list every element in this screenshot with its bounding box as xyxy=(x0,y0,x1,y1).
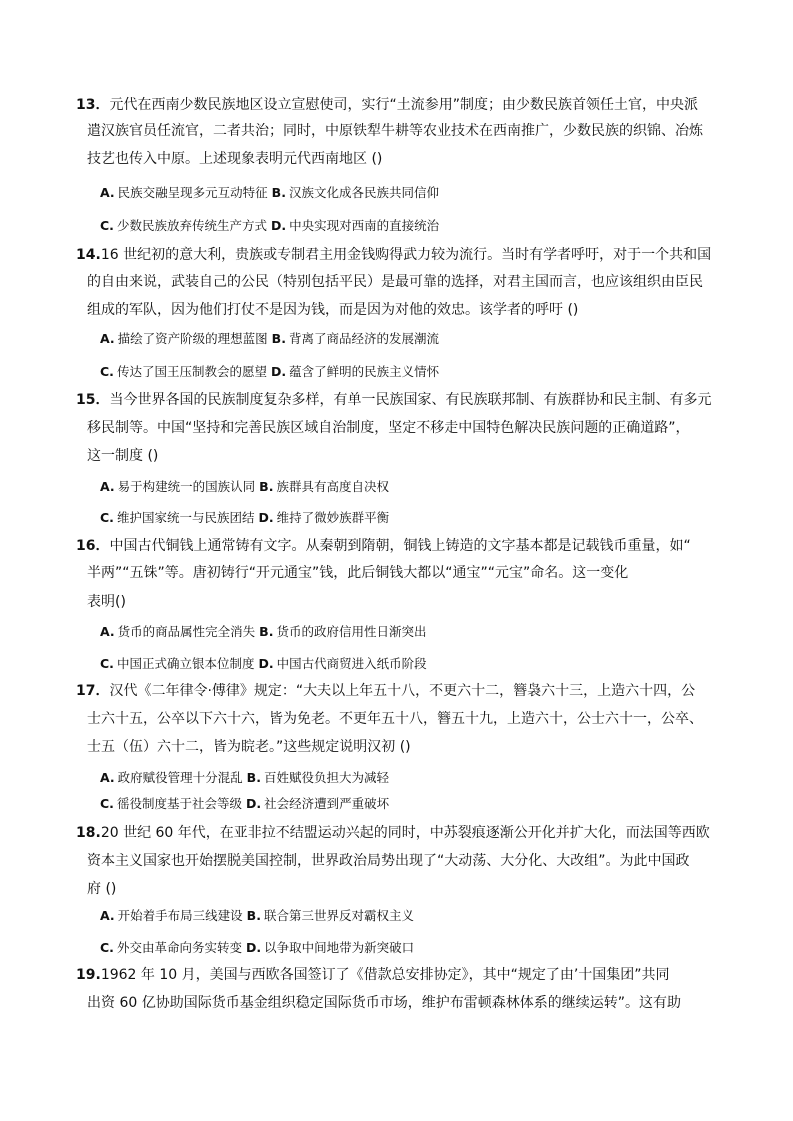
options-row xyxy=(100,623,426,641)
option-label: C. xyxy=(100,796,114,811)
options-row xyxy=(100,769,389,787)
option-text: 易于构建统一的国族认同 xyxy=(117,479,256,494)
question-first-line xyxy=(76,682,695,700)
option-text: 少数民族放弃传统生产方式 xyxy=(116,218,267,233)
option-text: 外交由革命向务实转变 xyxy=(116,940,242,955)
question-stem-text: 府 () xyxy=(87,881,117,897)
question-stem-text: 的自由来说，武装自己的公民（特别包括平民）是最可靠的选择，对君主国而言，也应该组织由臣民 xyxy=(87,274,703,290)
option-text: 社会经济遭到严重破坏 xyxy=(264,796,390,811)
option-label: B. xyxy=(259,624,274,639)
question-number: 13． xyxy=(76,97,110,113)
option-text: 背离了商品经济的发展潮流 xyxy=(288,331,439,346)
question-stem-text: 遣汉族官员任流官，二者共治；同时，中原铁犁牛耕等农业技术在西南推广，少数民族的织锦、冶炼 xyxy=(87,123,703,139)
option-text: 开始着手布局三线建设 xyxy=(117,908,243,923)
option-label: D. xyxy=(270,364,287,379)
question-first-line xyxy=(76,966,670,984)
option-label: B. xyxy=(259,479,274,494)
option-label: D. xyxy=(245,940,262,955)
options-row xyxy=(100,363,439,381)
option-label: B. xyxy=(246,908,261,923)
option-label: D. xyxy=(270,218,287,233)
option-text: 中央实现对西南的直接统治 xyxy=(289,218,440,233)
question-stem-text: 当今世界各国的民族制度复杂多样，有单一民族国家、有民族联邦制、有族群协和民主制、有多元 xyxy=(109,392,712,408)
question-stem-text: 士六十五，公卒以下六十六，皆为免老。不更年五十八，簪五十九，上造六十，公士六十一，公卒、 xyxy=(87,711,703,727)
option-label: B. xyxy=(271,185,286,200)
question-number: 19. xyxy=(76,967,101,983)
question-stem-text: 汉代《二年律令·傅律》规定：“大夫以上年五十八，不更六十二，簪袅六十三，上造六十四，公 xyxy=(109,683,696,699)
options-row xyxy=(100,939,414,957)
option-label: D. xyxy=(258,656,274,671)
question-stem-text: 出资 60 亿协助国际货币基金组织稳定国际货币市场，维护布雷顿森林体系的继续运转”。这有助 xyxy=(87,995,681,1011)
question-first-line xyxy=(76,391,711,409)
question-number: 14. xyxy=(76,247,101,263)
option-text: 政府赋役管理十分混乱 xyxy=(117,770,243,785)
question-stem-text: 这一制度 () xyxy=(87,448,159,464)
option-text: 中国古代商贸进入纸币阶段 xyxy=(276,656,427,671)
option-text: 维持了微妙族群平衡 xyxy=(276,510,390,525)
question-first-line xyxy=(76,246,711,264)
option-label: A. xyxy=(100,479,115,494)
option-text: 传达了国王压制教会的愿望 xyxy=(116,364,267,379)
question-first-line xyxy=(76,824,710,842)
option-text: 以争取中间地带为新突破口 xyxy=(264,940,415,955)
question-number: 18. xyxy=(76,825,101,841)
option-text: 汉族文化成各民族共同信仰 xyxy=(288,185,439,200)
option-label: A. xyxy=(100,770,115,785)
question-first-line xyxy=(76,96,698,114)
option-label: D. xyxy=(245,796,262,811)
options-row xyxy=(100,795,389,813)
question-number: 16． xyxy=(76,538,110,554)
option-label: D. xyxy=(258,510,274,525)
options-row xyxy=(100,907,414,925)
option-label: C. xyxy=(100,940,114,955)
question-stem-text: 半两”“五铢”等。唐初铸行“开元通宝”钱，此后铜钱大都以“通宝”“元宝”命名。这一变化 xyxy=(87,565,629,581)
options-row xyxy=(100,655,427,673)
question-stem-text: 组成的军队，因为他们打仗不是因为钱，而是因为对他的效忠。该学者的呼吁 () xyxy=(87,302,579,318)
option-text: 族群具有高度自决权 xyxy=(276,479,389,494)
option-label: A. xyxy=(100,908,115,923)
option-text: 中国正式确立银本位制度 xyxy=(116,656,255,671)
question-stem-text: 16 世纪初的意大利，贵族或专制君主用金钱购得武力较为流行。当时有学者呼吁，对于一个共和国 xyxy=(100,247,712,263)
option-label: C. xyxy=(100,364,114,379)
question-number: 15． xyxy=(76,392,110,408)
question-stem-text: 资本主义国家也开始摆脱美国控制，世界政治局势出现了“大动荡、大分化、大改组”。为此中国政 xyxy=(87,853,690,869)
option-label: A. xyxy=(100,331,115,346)
question-stem-text: 技艺也传入中原。上述现象表明元代西南地区 () xyxy=(87,151,383,167)
option-label: B. xyxy=(246,770,261,785)
question-number: 17． xyxy=(76,683,110,699)
option-text: 徭役制度基于社会等级 xyxy=(116,796,242,811)
option-label: A. xyxy=(100,624,115,639)
question-stem-text: 1962 年 10 月，美国与西欧各国签订了《借款总安排协定》，其中“规定了由’十国集团”共同 xyxy=(100,967,670,983)
question-first-line xyxy=(76,537,691,555)
option-label: A. xyxy=(100,185,115,200)
option-text: 货币的商品属性完全消失 xyxy=(117,624,256,639)
option-text: 联合第三世界反对霸权主义 xyxy=(263,908,414,923)
option-label: B. xyxy=(271,331,286,346)
option-label: C. xyxy=(100,656,114,671)
question-stem-text: 表明() xyxy=(87,594,126,610)
options-row xyxy=(100,478,389,496)
options-row xyxy=(100,509,389,527)
option-text: 民族交融呈现多元互动特征 xyxy=(117,185,268,200)
option-label: C. xyxy=(100,218,114,233)
option-text: 维护国家统一与民族团结 xyxy=(116,510,255,525)
option-text: 货币的政府信用性日渐突出 xyxy=(276,624,427,639)
question-stem-text: 元代在西南少数民族地区设立宣慰使司，实行“土流参用”制度；由少数民族首领任土官，中央派 xyxy=(109,97,698,113)
option-text: 百姓赋役负担大为减轻 xyxy=(263,770,389,785)
question-stem-text: 士五（伍）六十二，皆为睆老。”这些规定说明汉初 () xyxy=(87,739,411,755)
question-stem-text: 20 世纪 60 年代，在亚非拉不结盟运动兴起的同时，中苏裂痕逐渐公开化并扩大化，而法国等西欧 xyxy=(100,825,710,841)
option-text: 描绘了资产阶级的理想蓝图 xyxy=(117,331,268,346)
options-row xyxy=(100,217,439,235)
question-stem-text: 移民制等。中国“坚持和完善民族区域自治制度，坚定不移走中国特色解决民族问题的正确道路”， xyxy=(87,420,690,436)
options-row xyxy=(100,184,439,202)
options-row xyxy=(100,330,439,348)
option-text: 蕴含了鲜明的民族主义情怀 xyxy=(289,364,440,379)
question-stem-text: 中国古代铜钱上通常铸有文字。从秦朝到隋朝，铜钱上铸造的文字基本都是记载钱币重量，如“ xyxy=(109,538,691,554)
option-label: C. xyxy=(100,510,114,525)
